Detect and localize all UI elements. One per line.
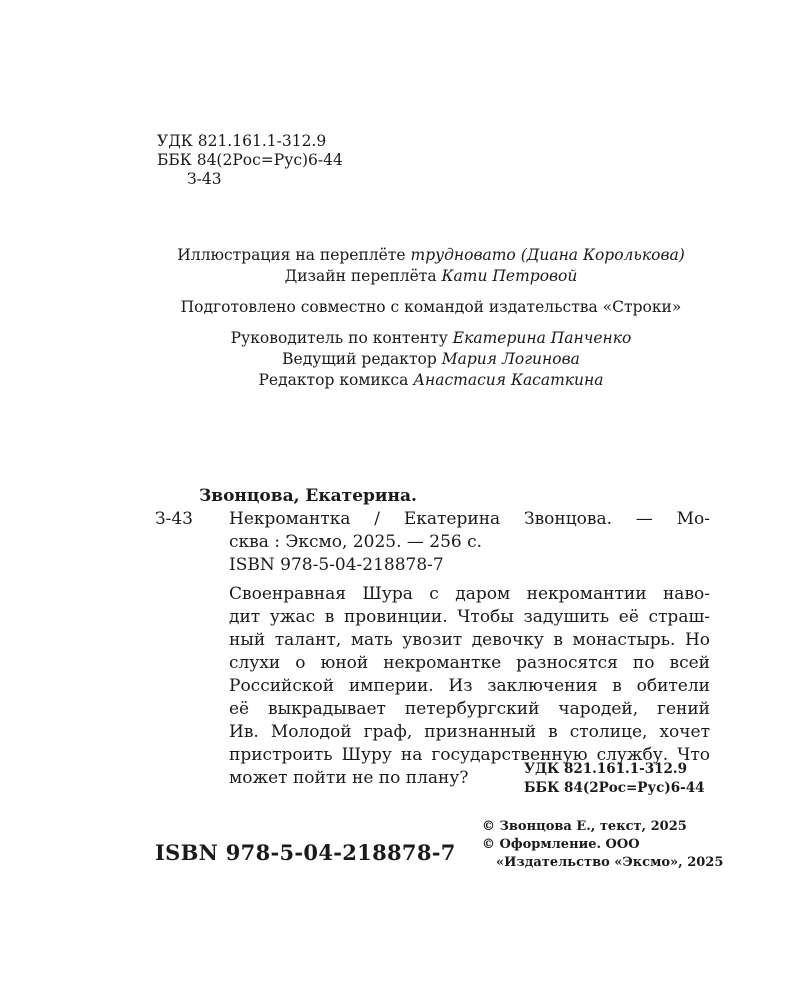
design-name: Кати Петровой <box>441 267 578 285</box>
annotation-line: ный талант, мать увозит девочку в монастырь. Но <box>229 630 710 650</box>
comic-editor-label: Редактор комикса <box>258 371 409 389</box>
lead-editor-label: Ведущий редактор <box>282 350 437 368</box>
annotation-line: слухи о юной некромантке разносятся по всей <box>229 653 710 673</box>
footer-udk: УДК 821.161.1-312.9 <box>524 761 687 777</box>
annotation-line: может пойти не по плану? <box>229 768 469 788</box>
prepared-note: Подготовлено совместно с командой издательства «Строки» <box>180 298 682 316</box>
record-code: З-43 <box>155 509 193 529</box>
lead-editor-credit <box>150 349 712 370</box>
isbn-footer: ISBN 978-5-04-218878-7 <box>155 840 456 865</box>
bibliographic-record <box>155 485 710 790</box>
content-lead-credit <box>150 328 712 349</box>
author-sign: З-43 <box>187 170 222 188</box>
record-author: Звонцова, Екатерина. <box>199 486 417 506</box>
content-label: Руководитель по контенту <box>230 329 448 347</box>
design-label: Дизайн переплёта <box>284 267 437 285</box>
illustration-credit <box>150 245 712 266</box>
illustration-label: Иллюстрация на переплёте <box>177 246 406 264</box>
record-title-line <box>155 508 710 531</box>
footer-bbk: ББК 84(2Рос=Рус)6-44 <box>524 780 705 796</box>
illustration-real-name: (Диана Королькова) <box>520 246 685 264</box>
annotation-line: Своенравная Шура с даром некромантии наво- <box>229 584 710 604</box>
annotation-line: Ив. Молодой граф, признанный в столице, хочет <box>229 722 710 742</box>
content-name: Екатерина Панченко <box>452 329 632 347</box>
copyright-text: © Звонцова Е., текст, 2025 <box>482 819 687 834</box>
record-imprint: сква : Эксмо, 2025. — 256 с. <box>229 532 483 552</box>
copyright-block <box>482 818 723 872</box>
annotation-line: Российской империи. Из заключения в обители <box>229 676 710 696</box>
udk-code: УДК 821.161.1-312.9 <box>157 132 327 150</box>
footer-codes <box>524 760 705 798</box>
design-credit <box>150 266 712 287</box>
copyright-publisher: «Издательство «Эксмо», 2025 <box>496 855 724 870</box>
comic-editor-credit <box>150 370 712 391</box>
illustration-name: трудновато <box>410 246 516 264</box>
comic-editor-name: Анастасия Касаткина <box>413 371 604 389</box>
record-annotation <box>155 583 710 790</box>
record-isbn: ISBN 978-5-04-218878-7 <box>229 555 444 575</box>
record-title: Некромантка / Екатерина Звонцова. — Мо- <box>229 509 710 529</box>
annotation-line: пристроить Шуру на государственную службу. Что <box>229 745 710 765</box>
classification-codes <box>157 132 343 189</box>
credits-block <box>150 245 712 391</box>
lead-editor-name: Мария Логинова <box>441 350 580 368</box>
annotation-line: её выкрадывает петербургский чародей, гений <box>229 699 710 719</box>
copyright-design: © Оформление. ООО <box>482 837 640 852</box>
bbk-code: ББК 84(2Рос=Рус)6-44 <box>157 151 343 169</box>
annotation-line: дит ужас в провинции. Чтобы задушить её страш- <box>229 607 710 627</box>
